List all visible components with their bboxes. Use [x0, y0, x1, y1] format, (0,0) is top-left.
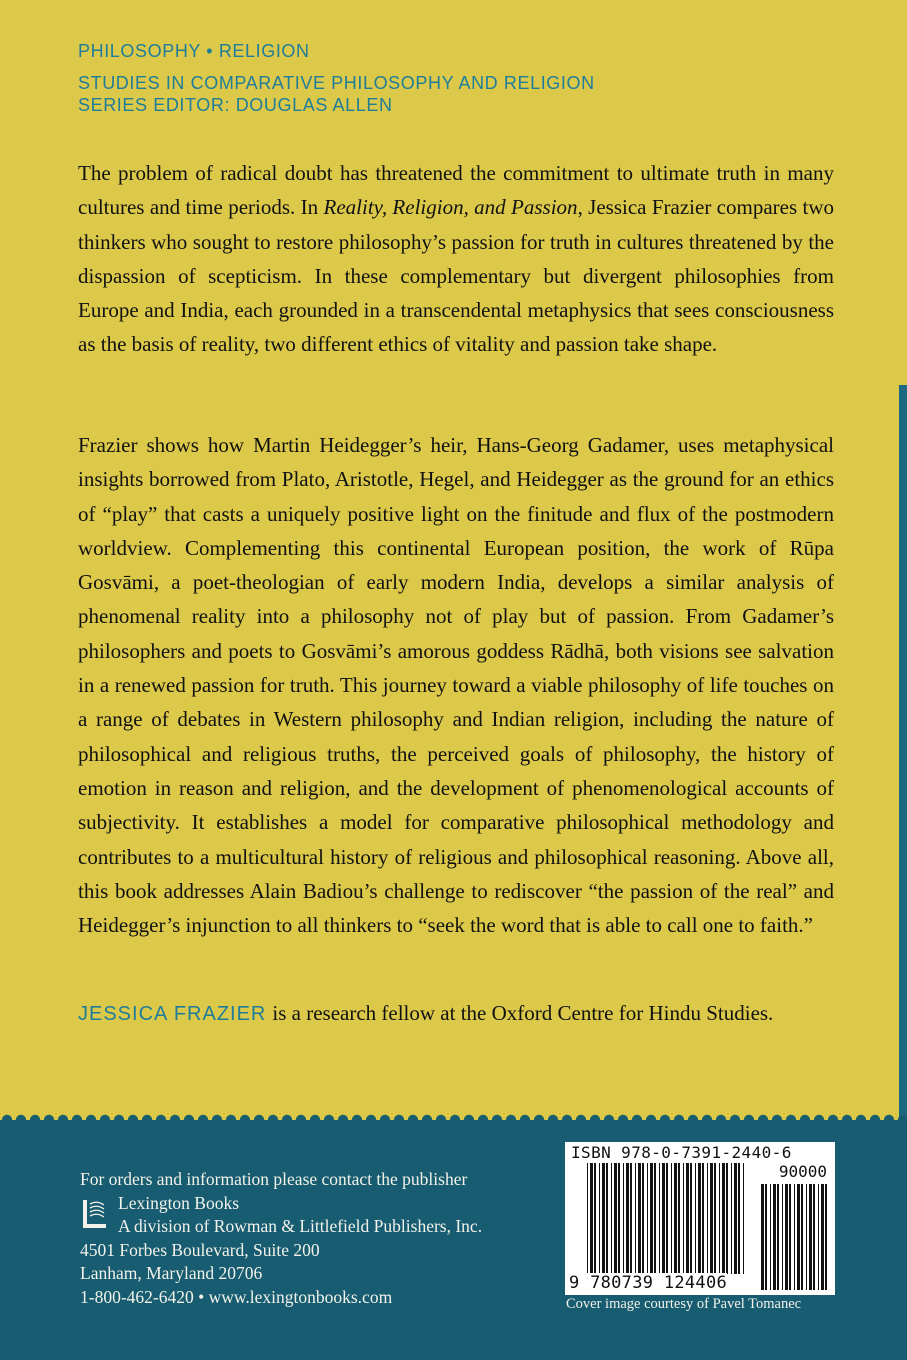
- barcode-bar: [654, 1163, 656, 1274]
- blurb-p1-start: The problem of radical doubt has threatened the commitment to ultimate truth in many cultures and time periods. In: [78, 161, 834, 220]
- contact-intro: For orders and information please contact the publisher: [80, 1169, 468, 1189]
- barcode-bar: [777, 1184, 779, 1290]
- isbn-number: ISBN 978-0-7391-2440-6: [571, 1143, 792, 1162]
- barcode-bar: [821, 1184, 824, 1290]
- barcode-bar: [719, 1163, 720, 1274]
- barcode-bar: [794, 1184, 795, 1290]
- barcode-bar: [702, 1163, 704, 1274]
- barcode-bar: [678, 1163, 680, 1274]
- barcode-bar: [695, 1163, 696, 1274]
- ean-number: 9 780739 124406: [569, 1273, 728, 1293]
- edge-stripe: [899, 385, 907, 1120]
- barcode-bar: [743, 1163, 744, 1274]
- barcode-bar: [770, 1184, 771, 1290]
- barcode-bar: [825, 1184, 827, 1290]
- barcode-bar: [773, 1184, 776, 1290]
- publisher-name: Lexington Books: [118, 1192, 240, 1213]
- barcode-bar: [635, 1163, 636, 1274]
- book-title-italic: Reality, Religion, and Passion: [323, 195, 578, 220]
- barcode-bar: [662, 1163, 665, 1274]
- barcode-bar: [765, 1184, 767, 1290]
- series-title: STUDIES IN COMPARATIVE PHILOSOPHY AND RELIGION: [78, 73, 595, 93]
- barcode-bar: [726, 1163, 728, 1274]
- barcode-bar: [614, 1163, 617, 1274]
- barcode-bar: [602, 1163, 605, 1274]
- barcode-bar: [623, 1163, 624, 1274]
- barcode-bar: [683, 1163, 684, 1274]
- barcode-bar: [698, 1163, 701, 1274]
- barcode-bar: [813, 1184, 815, 1290]
- barcode-bar: [789, 1184, 791, 1290]
- barcode-bar: [707, 1163, 708, 1274]
- cover-credit: Cover image courtesy of Pavel Tomanec: [566, 1296, 802, 1312]
- barcode-bar: [806, 1184, 807, 1290]
- barcode-bar: [690, 1163, 692, 1274]
- barcode-bar: [626, 1163, 629, 1274]
- publisher-contact: [80, 1168, 482, 1309]
- blurb-paragraph-2: Frazier shows how Martin Heidegger’s heir, Hans-Georg Gadamer, uses metaphysical insights borrowed from Plato, Aristotle, Hegel, and Heidegger as the ground for an ethics of “play” that casts a uniquely positive light on the finitude and flux of the postmodern worldview. Complementing this continental European position, the work of Rūpa Gosvāmi, a poet-theologian of early modern India, develops a similar analysis of phenomenal reality into a philosophy not of play but of passion. From Gadamer’s philosophers and poets to Gosvāmi’s amorous goddess Rādhā, both visions see salvation in a renewed passion for truth. This journey toward a viable philosophy of life touches on a range of debates in Western philosophy and Indian religion, including the nature of philosophical and religious truths, the perceived goals of philosophy, the history of emotion in reason and religion, and the development of phenomenological accounts of subjectivity. It establishes a model for comparative philosophical methodology and contributes to a multicultural history of religious and philosophical reasoning. Above all, this book addresses Alain Badiou’s challenge to rediscover “the passion of the real” and Heidegger’s injunction to all thinkers to “seek the word that is able to call one to faith.”: [78, 433, 834, 938]
- barcode-bar: [761, 1184, 764, 1290]
- barcode-bar: [606, 1163, 608, 1274]
- author-name: JESSICA FRAZIER: [78, 1003, 267, 1025]
- publisher-phone-web: 1-800-462-6420 • www.lexingtonbooks.com: [80, 1286, 393, 1307]
- barcode-bar: [599, 1163, 600, 1274]
- barcode-bar: [714, 1163, 716, 1274]
- barcode-bar: [818, 1184, 819, 1290]
- author-bio: [78, 996, 838, 1031]
- barcode-bar: [801, 1184, 803, 1290]
- barcode-bar: [642, 1163, 644, 1274]
- barcode-bar: [785, 1184, 788, 1290]
- header: [78, 40, 595, 116]
- barcode-bar: [674, 1163, 677, 1274]
- price-code: 90000: [778, 1162, 827, 1181]
- author-bio-text: is a research fellow at the Oxford Centre for Hindu Studies.: [272, 1001, 774, 1025]
- barcode-bar: [710, 1163, 713, 1274]
- barcode-bar: [782, 1184, 783, 1290]
- barcode-bar: [647, 1163, 648, 1274]
- series-editor: SERIES EDITOR: DOUGLAS ALLEN: [78, 95, 393, 115]
- publisher-address-2: Lanham, Maryland 20706: [80, 1263, 263, 1283]
- barcode-bar: [587, 1163, 588, 1274]
- barcode-bar: [722, 1163, 725, 1274]
- barcode-bar: [638, 1163, 641, 1274]
- barcode-bar: [738, 1163, 740, 1274]
- barcode-bar: [686, 1163, 689, 1274]
- barcode-bar: [659, 1163, 660, 1274]
- barcode-bar: [671, 1163, 672, 1274]
- barcode-bar: [590, 1163, 593, 1274]
- barcode-bar: [797, 1184, 800, 1290]
- barcode-bar: [630, 1163, 632, 1274]
- publisher-division: A division of Rowman & Littlefield Publishers, Inc.: [118, 1216, 483, 1236]
- blurb-p1-end: , Jessica Frazier compares two thinkers who sought to restore philosophy’s passion for truth in cultures threatened by the dispassion of scepticism. In these complementary but divergent philosophies from Europe and India, each grounded in a transcendental metaphysics that sees consciousness as the basis of reality, two different ethics of vitality and passion take shape.: [78, 195, 834, 357]
- barcode-bar: [618, 1163, 620, 1274]
- barcode-bar: [731, 1163, 732, 1274]
- barcode-bar: [666, 1163, 668, 1274]
- category-label: PHILOSOPHY • RELIGION: [78, 41, 310, 61]
- blurb-paragraph-1: [78, 156, 834, 362]
- barcode-bar: [594, 1163, 596, 1274]
- barcode-bar: [611, 1163, 612, 1274]
- publisher-address-1: 4501 Forbes Boulevard, Suite 200: [80, 1239, 320, 1260]
- barcode-bar: [809, 1184, 812, 1290]
- barcode-panel: [565, 1142, 835, 1295]
- barcode-bar: [734, 1163, 737, 1274]
- barcode-bar: [650, 1163, 653, 1274]
